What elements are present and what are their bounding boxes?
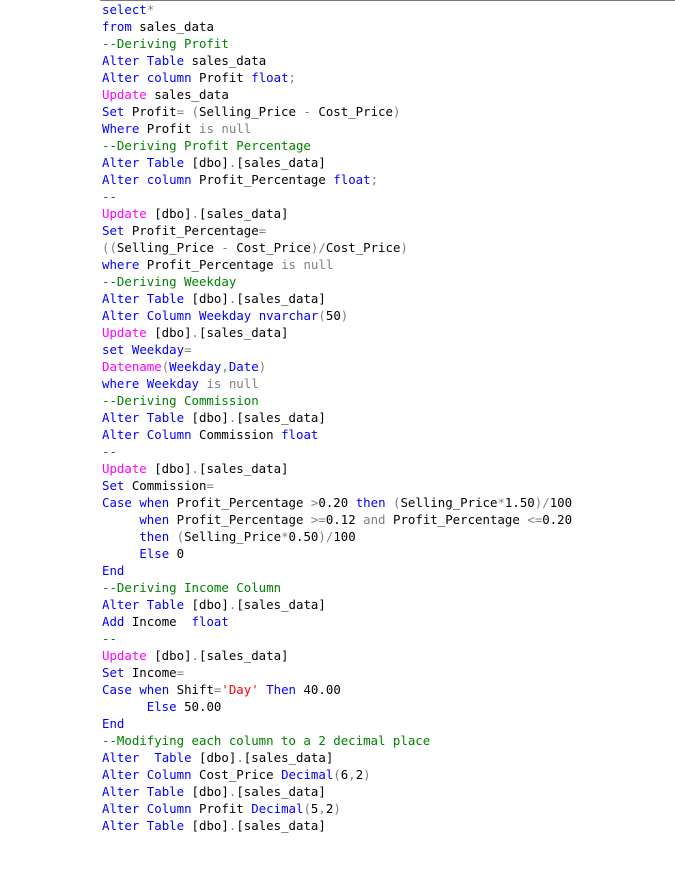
code-line	[102, 392, 572, 409]
code-token: Update	[102, 325, 147, 340]
code-token: <=	[527, 512, 543, 527]
code-token: Alter	[102, 308, 140, 323]
code-token: Profit	[124, 104, 177, 119]
code-token: Cost_Price	[325, 240, 401, 255]
code-token: )	[363, 767, 371, 782]
code-token: [sales_data]	[199, 648, 289, 663]
code-token: then	[355, 495, 386, 510]
code-token: )	[400, 240, 408, 255]
code-token: .	[191, 325, 199, 340]
code-token: Income	[124, 665, 177, 680]
code-line	[102, 239, 572, 256]
code-token: [dbo]	[184, 818, 229, 833]
code-line	[102, 120, 572, 137]
code-line	[102, 647, 572, 664]
code-token: Alter	[102, 155, 140, 170]
code-line	[102, 69, 572, 86]
code-token: )	[333, 801, 341, 816]
code-line	[102, 86, 572, 103]
code-token: Alter	[102, 784, 140, 799]
code-token: Table	[154, 750, 192, 765]
code-token: float	[191, 614, 229, 629]
code-token: (	[176, 529, 185, 544]
code-token	[139, 818, 146, 833]
code-token: Selling_Price	[400, 495, 498, 510]
code-line	[102, 341, 572, 358]
code-line	[102, 749, 572, 766]
code-token	[192, 308, 199, 323]
code-line	[102, 103, 572, 120]
code-token: float	[251, 70, 289, 85]
code-token: 40.00	[296, 682, 341, 697]
code-token: Then	[266, 682, 297, 697]
code-token: nvarchar	[258, 308, 319, 323]
code-token: [dbo]	[184, 291, 229, 306]
code-token	[139, 597, 146, 612]
code-token: .	[191, 206, 199, 221]
code-token: End	[102, 716, 125, 731]
code-token: Column	[146, 767, 192, 782]
code-token: [dbo]	[146, 461, 192, 476]
code-token: Else	[139, 546, 170, 561]
code-token: Alter	[102, 291, 140, 306]
code-line	[102, 511, 572, 528]
code-token: Profit_Percentage	[385, 512, 528, 527]
code-token: 'Day'	[221, 682, 259, 697]
code-token: [dbo]	[191, 750, 237, 765]
code-token: Column	[146, 801, 192, 816]
code-token	[139, 155, 146, 170]
code-token: 0	[169, 546, 185, 561]
code-token: *	[146, 2, 155, 17]
code-token: .	[236, 750, 244, 765]
code-token: [dbo]	[184, 784, 229, 799]
code-line	[102, 715, 572, 732]
code-line	[102, 154, 572, 171]
code-token: Where	[102, 121, 140, 136]
code-token: Weekday	[131, 342, 185, 357]
code-token	[139, 784, 146, 799]
code-line	[102, 256, 572, 273]
code-token: column	[146, 172, 192, 187]
code-token: Set	[102, 223, 125, 238]
code-token: Shift	[169, 682, 214, 697]
code-token: 6	[340, 767, 349, 782]
code-token: sales_data	[146, 87, 229, 102]
code-token	[169, 529, 176, 544]
code-token: [sales_data]	[236, 597, 326, 612]
code-token: *	[497, 495, 505, 510]
code-line	[102, 698, 572, 715]
code-line	[102, 579, 572, 596]
code-line	[102, 375, 572, 392]
code-token	[102, 529, 139, 544]
code-token: Date	[228, 359, 259, 374]
code-token: [sales_data]	[236, 291, 326, 306]
code-line	[102, 222, 572, 239]
code-token: = (	[176, 104, 199, 119]
code-token: Case	[102, 495, 132, 510]
code-token: Column	[146, 308, 192, 323]
code-line	[102, 290, 572, 307]
sql-code-editor[interactable]	[102, 1, 572, 834]
code-token: (	[303, 801, 311, 816]
code-token: [sales_data]	[236, 818, 326, 833]
code-line	[102, 800, 572, 817]
code-token: Profit_Percentage	[169, 495, 311, 510]
code-token: --	[102, 631, 117, 646]
code-token: 50.00	[176, 699, 222, 714]
code-token: Alter	[102, 597, 140, 612]
code-token	[102, 699, 147, 714]
code-token: Selling_Price	[116, 240, 222, 255]
code-token: .	[228, 818, 237, 833]
code-token	[139, 70, 146, 85]
code-token: Datename	[102, 359, 162, 374]
code-line	[102, 732, 572, 749]
code-token: Alter	[102, 70, 140, 85]
code-token: 100	[333, 529, 356, 544]
code-token	[139, 291, 146, 306]
code-token: Alter	[102, 818, 140, 833]
code-token: 0.20	[318, 495, 356, 510]
code-line	[102, 1, 572, 18]
code-token: Alter	[102, 767, 140, 782]
code-token: [sales_data]	[236, 784, 326, 799]
code-token: ,	[318, 801, 326, 816]
code-token: [dbo]	[184, 410, 229, 425]
code-token: 5	[310, 801, 319, 816]
code-token: .	[228, 291, 237, 306]
code-token: 1.50	[504, 495, 535, 510]
code-token: then	[139, 529, 170, 544]
code-token: ,	[221, 359, 229, 374]
code-token	[139, 410, 146, 425]
code-token: Table	[146, 597, 185, 612]
code-line	[102, 545, 572, 562]
code-token: Alter	[102, 750, 140, 765]
code-line	[102, 664, 572, 681]
code-token: column	[146, 70, 192, 85]
code-token: Add	[102, 614, 125, 629]
code-token: Weekday	[199, 308, 252, 323]
code-line	[102, 171, 572, 188]
code-token: Commission	[124, 478, 207, 493]
code-token: Weekday	[169, 359, 222, 374]
code-token: Commission	[191, 427, 282, 442]
code-line	[102, 528, 572, 545]
code-line	[102, 35, 572, 52]
code-token: Weekday	[146, 376, 199, 391]
code-token: =	[258, 223, 267, 238]
code-token: Alter	[102, 427, 140, 442]
code-token: -	[221, 240, 229, 255]
code-token: [sales_data]	[243, 750, 334, 765]
code-token: Cost_Price	[191, 767, 282, 782]
code-token: when	[139, 495, 170, 510]
code-token: .	[228, 155, 237, 170]
code-token: when	[139, 512, 170, 527]
code-token: Set	[102, 104, 125, 119]
code-line	[102, 460, 572, 477]
code-line	[102, 137, 572, 154]
code-token: ,	[348, 767, 356, 782]
code-token: .	[191, 648, 199, 663]
code-token: select	[102, 2, 147, 17]
code-line	[102, 783, 572, 800]
code-line	[102, 817, 572, 834]
code-token: (	[318, 308, 326, 323]
code-token: Selling_Price	[184, 529, 282, 544]
code-line	[102, 307, 572, 324]
code-token: =	[176, 665, 185, 680]
code-token: where	[102, 257, 140, 272]
code-token: (	[333, 767, 341, 782]
code-token: is null	[199, 121, 252, 136]
code-token: Case	[102, 682, 132, 697]
code-token	[386, 495, 393, 510]
code-token: Decimal	[251, 801, 304, 816]
code-token: --Deriving Weekday	[102, 274, 237, 289]
code-token: )	[258, 359, 267, 374]
code-token	[139, 801, 146, 816]
code-token: Profit_Percentage	[191, 172, 334, 187]
code-token: ;	[370, 172, 379, 187]
code-token: when	[139, 682, 170, 697]
code-token: sales_data	[131, 19, 214, 34]
code-token: [dbo]	[146, 206, 192, 221]
code-token: Cost_Price	[310, 104, 393, 119]
code-token: Profit_Percentage	[169, 512, 311, 527]
code-token: Profit_Percentage	[124, 223, 259, 238]
code-token: =	[184, 342, 192, 357]
code-token: set	[102, 342, 125, 357]
code-token: Update	[102, 648, 147, 663]
code-token: Profit	[191, 801, 252, 816]
code-token: Alter	[102, 410, 140, 425]
code-line	[102, 766, 572, 783]
code-line	[102, 630, 572, 647]
code-token: .	[228, 784, 237, 799]
code-token: --Deriving Commission	[102, 393, 259, 408]
code-token: =	[213, 682, 222, 697]
code-line	[102, 681, 572, 698]
code-token: Column	[146, 427, 192, 442]
code-token: [dbo]	[146, 325, 192, 340]
code-line	[102, 596, 572, 613]
code-line	[102, 188, 572, 205]
code-token: 0.20	[542, 512, 573, 527]
code-token: ((	[102, 240, 117, 255]
code-token	[139, 767, 146, 782]
code-token: [sales_data]	[199, 325, 289, 340]
code-line	[102, 477, 572, 494]
code-token: --	[102, 444, 117, 459]
code-line	[102, 494, 572, 511]
code-line	[102, 443, 572, 460]
code-line	[102, 52, 572, 69]
code-token: Income	[124, 614, 192, 629]
code-token	[102, 512, 139, 527]
code-token: )/	[534, 495, 550, 510]
code-line	[102, 324, 572, 341]
code-token: --	[102, 189, 117, 204]
code-token: (	[161, 359, 170, 374]
code-token: Cost_Price	[228, 240, 311, 255]
code-token: )	[340, 308, 349, 323]
code-token: [sales_data]	[236, 155, 326, 170]
code-token: Else	[146, 699, 177, 714]
code-line	[102, 613, 572, 630]
code-token: Table	[146, 155, 185, 170]
code-token: float	[333, 172, 371, 187]
code-token: Table	[146, 784, 185, 799]
code-token	[139, 376, 146, 391]
code-token	[139, 750, 154, 765]
code-token: .	[228, 410, 237, 425]
code-token: [sales_data]	[199, 206, 289, 221]
code-token: Decimal	[281, 767, 334, 782]
code-token: Set	[102, 665, 125, 680]
code-token: where	[102, 376, 140, 391]
code-line	[102, 358, 572, 375]
code-token: Alter	[102, 172, 140, 187]
code-line	[102, 426, 572, 443]
code-token: --Deriving Income Column	[102, 580, 282, 595]
code-token: 2	[325, 801, 334, 816]
code-token	[124, 342, 131, 357]
code-token: and	[363, 512, 386, 527]
code-token: [dbo]	[184, 597, 229, 612]
code-token: )/	[310, 240, 326, 255]
code-token: Set	[102, 478, 125, 493]
code-token: from	[102, 19, 132, 34]
code-line	[102, 18, 572, 35]
code-token: Update	[102, 461, 147, 476]
code-token: >	[310, 495, 319, 510]
code-token	[102, 546, 139, 561]
code-token: )	[392, 104, 401, 119]
code-line	[102, 562, 572, 579]
code-token: Alter	[102, 801, 140, 816]
code-token: Profit	[139, 121, 199, 136]
code-token: [dbo]	[146, 648, 192, 663]
code-token: =	[206, 478, 214, 493]
code-token: 2	[355, 767, 364, 782]
code-token	[139, 172, 146, 187]
code-line	[102, 409, 572, 426]
code-token: Table	[146, 410, 185, 425]
code-token: Table	[146, 818, 185, 833]
code-line	[102, 205, 572, 222]
code-token: sales_data	[184, 53, 267, 68]
code-token: Update	[102, 87, 147, 102]
code-token	[251, 308, 258, 323]
code-token: -	[303, 104, 311, 119]
code-token: 0.50	[288, 529, 319, 544]
code-token: Profit	[191, 70, 252, 85]
code-token: Selling_Price	[199, 104, 304, 119]
code-token: *	[281, 529, 289, 544]
code-token: 0.12	[325, 512, 364, 527]
code-token: [sales_data]	[236, 410, 326, 425]
code-token: >=	[310, 512, 326, 527]
code-token	[139, 53, 146, 68]
code-token: is null	[206, 376, 259, 391]
code-token: )/	[318, 529, 334, 544]
code-token: is null	[281, 257, 334, 272]
code-token: .	[228, 597, 237, 612]
code-token: --Deriving Profit Percentage	[102, 138, 311, 153]
code-token: Profit_Percentage	[139, 257, 282, 272]
code-token: ;	[288, 70, 297, 85]
code-token: (	[393, 495, 401, 510]
code-token: End	[102, 563, 125, 578]
code-token: 50	[325, 308, 341, 323]
code-token: .	[191, 461, 199, 476]
code-token: --Modifying each column to a 2 decimal place	[102, 733, 431, 748]
code-token: 100	[549, 495, 573, 510]
code-token: Table	[146, 291, 185, 306]
code-token	[139, 427, 146, 442]
code-token: Update	[102, 206, 147, 221]
code-line	[102, 273, 572, 290]
code-token	[139, 308, 146, 323]
code-token: float	[281, 427, 319, 442]
code-token: [dbo]	[184, 155, 229, 170]
code-token: [sales_data]	[199, 461, 289, 476]
code-token: --Deriving Profit	[102, 36, 229, 51]
code-token: Table	[146, 53, 185, 68]
code-token: Alter	[102, 53, 140, 68]
